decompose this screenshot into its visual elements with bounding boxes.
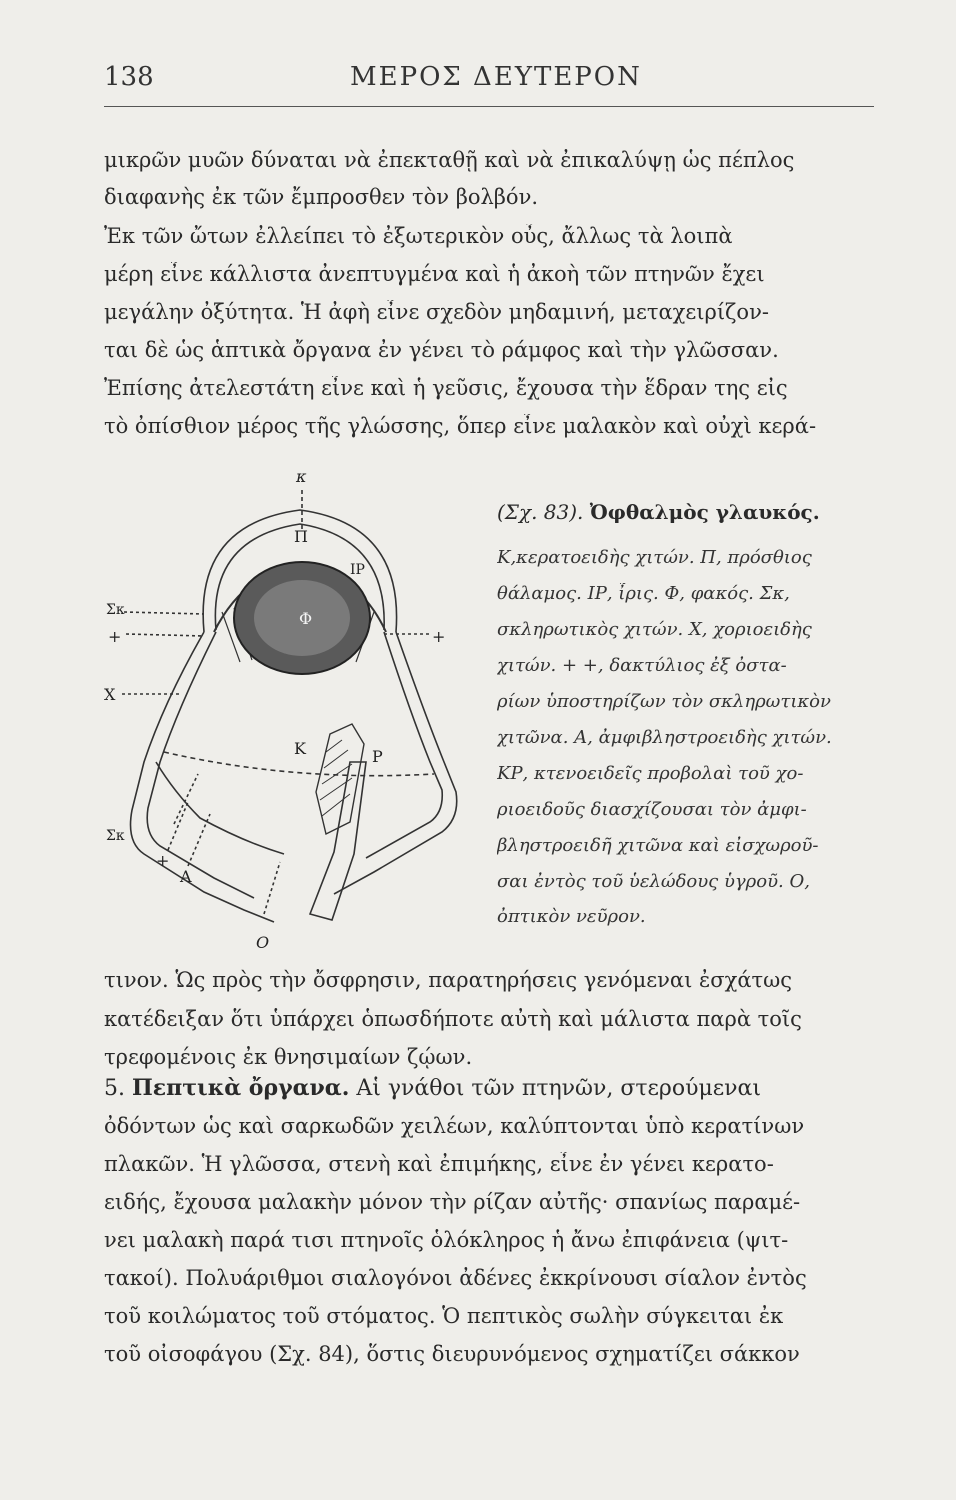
label-sk-bottom: Σκ [106, 828, 125, 844]
text-line: μέρη εἶνε κάλλιστα ἀνεπτυγμένα καὶ ἡ ἀκοὴ τῶν πτηνῶν ἔχει [104, 262, 765, 286]
text-line: τοῦ οἰσοφάγου (Σχ. 84), ὅστις διευρυνόμενος σχηματίζει σάκκον [104, 1342, 800, 1366]
caption-line: ΚΡ, κτενοειδεῖς προβολαὶ τοῦ χο- [497, 763, 804, 784]
label-a: Α [180, 867, 192, 886]
caption-line: χιτών. + +, δακτύλιος ἐξ ὀστα- [497, 655, 787, 676]
label-plus-left: + [108, 627, 122, 646]
optic-nerve [310, 762, 366, 920]
text-line: ὀδόντων ὡς καὶ σαρκωδῶν χειλέων, καλύπτονται ὑπὸ κερατίνων [104, 1114, 805, 1138]
plus-left-leader [126, 634, 204, 636]
label-ir: ΙΡ [350, 562, 365, 578]
running-header [104, 62, 874, 106]
label-plus-bottom: + [156, 851, 170, 870]
label-plus-right: + [432, 627, 446, 646]
sclera-left-outer [131, 632, 275, 922]
text-line: διαφανὴς ἐκ τῶν ἔμπροσθεν τὸν βολβόν. [104, 185, 539, 209]
text-line: τοῦ κοιλώματος τοῦ στόματος. Ὁ πεπτικὸς σωλὴν σύγκειται ἐκ [104, 1304, 784, 1328]
section-first-line [104, 1075, 874, 1101]
text-line: πλακῶν. Ἡ γλῶσσα, στενὴ καὶ ἐπιμήκης, εἶνε ἐν γένει κερατο- [104, 1152, 774, 1176]
caption-line: σαι ἐντὸς τοῦ ὑελώδους ὑγροῦ. Ο, [497, 871, 810, 892]
sclera-right-outer [334, 632, 457, 894]
running-title: ΜΕΡΟΣ ΔΕΥΤΕΡΟΝ [350, 62, 642, 92]
caption-line: ριοειδοῦς διασχίζουσαι τὸν ἀμφι- [497, 799, 807, 820]
label-k-inner: Κ [294, 739, 306, 758]
label-o: Ο [256, 933, 270, 952]
text-line: τινον. Ὡς πρὸς τὴν ὄσφρησιν, παρατηρήσεις γενόμεναι ἐσχάτως [104, 968, 793, 992]
section-first-line-text: Αἱ γνάθοι τῶν πτηνῶν, στερούμεναι [356, 1076, 762, 1101]
section-number: 5. [104, 1076, 125, 1101]
label-k-top: κ [296, 467, 307, 486]
figure-title [497, 500, 820, 524]
plus-bottom-leader [168, 802, 188, 850]
text-line: τρεφομένοις ἐκ θνησιμαίων ζῴων. [104, 1045, 473, 1069]
sclera-right-inner [366, 632, 442, 858]
sk-leader [124, 612, 204, 614]
caption-line: ρίων ὑποστηρίζων τὸν σκληρωτικὸν [497, 691, 831, 712]
text-line: ται δὲ ὡς ἁπτικὰ ὄργανα ἐν γένει τὸ ράμφος καὶ τὴν γλῶσσαν. [104, 338, 779, 362]
sk-bottom-leader [174, 774, 198, 824]
text-line: τὸ ὀπίσθιον μέρος τῆς γλώσσης, ὅπερ εἶνε μαλακὸν καὶ οὐχὶ κερά- [104, 414, 817, 438]
caption-line: ὀπτικὸν νεῦρον. [497, 906, 646, 927]
figure-heading: Ὀφθαλμὸς γλαυκός. [589, 500, 820, 524]
caption-line: σκληρωτικὸς χιτών. Χ, χοριοειδὴς [497, 619, 812, 640]
eye-diagram [104, 462, 484, 962]
retina-curve [156, 762, 284, 854]
label-p: Ρ [372, 747, 383, 766]
header-rule [104, 106, 874, 107]
section-heading: Πεπτικὰ ὄργανα. [132, 1075, 350, 1101]
text-line: τακοί). Πολυάριθμοι σιαλογόνοι ἀδένες ἐκκρίνουσι σίαλον ἐντὸς [104, 1266, 807, 1290]
text-line: ειδής, ἔχουσα μαλακὴν μόνον τὴν ρίζαν αὐτῆς· σπανίως παραμέ- [104, 1190, 801, 1214]
text-line: κατέδειξαν ὅτι ὑπάρχει ὁπωσδήποτε αὐτὴ καὶ μάλιστα παρὰ τοῖς [104, 1007, 802, 1031]
label-phi: Φ [299, 609, 313, 628]
caption-line: Κ,κερατοειδὴς χιτών. Π, πρόσθιος [497, 547, 812, 568]
text-line: νει μαλακὴ παρά τισι πτηνοῖς ὁλόκληρος ἡ ἄνω ἐπιφάνεια (ψιτ- [104, 1228, 789, 1252]
label-sk: Σκ [106, 602, 125, 618]
text-line: μικρῶν μυῶν δύναται νὰ ἐπεκταθῇ καὶ νὰ ἐπικαλύψῃ ὡς πέπλος [104, 148, 795, 172]
page-number: 138 [104, 62, 154, 92]
text-line: Ἐκ τῶν ὤτων ἐλλείπει τὸ ἐξωτερικὸν οὖς, ἄλλως τὰ λοιπὰ [104, 224, 733, 248]
text-line: Ἐπίσης ἀτελεστάτη εἶνε καὶ ἡ γεῦσις, ἔχουσα τὴν ἕδραν της εἰς [104, 376, 788, 400]
caption-line: βληστροειδῆ χιτῶνα καὶ εἰσχωροῦ- [497, 835, 819, 856]
label-pi: Π [294, 527, 308, 546]
text-line: μεγάλην ὀξύτητα. Ἡ ἀφὴ εἶνε σχεδὸν μηδαμινή, μεταχειρίζον- [104, 300, 769, 324]
o-leader [264, 862, 280, 914]
figure-ref: (Σχ. 83). [497, 500, 584, 524]
caption-line: χιτῶνα. Α, ἀμφιβληστροειδὴς χιτών. [497, 727, 832, 748]
caption-line: θάλαμος. ΙΡ, ἶρις. Φ, φακός. Σκ, [497, 583, 790, 604]
label-chi: Χ [104, 685, 116, 704]
